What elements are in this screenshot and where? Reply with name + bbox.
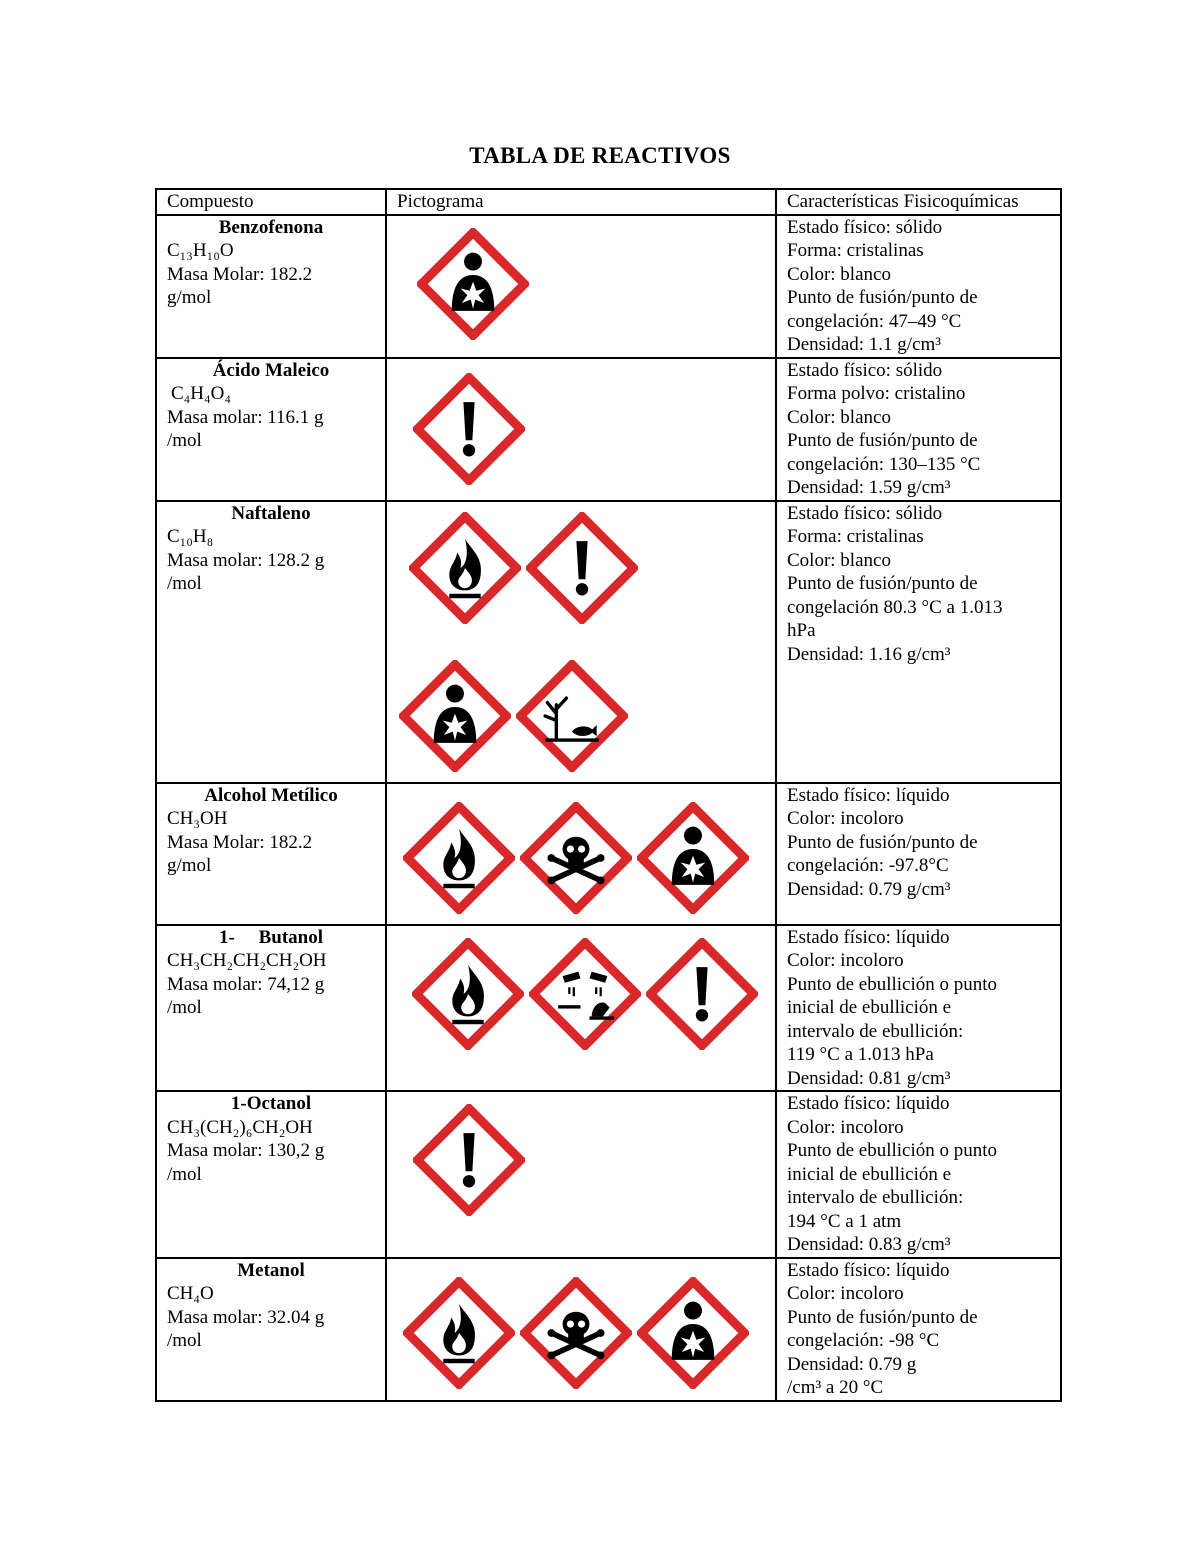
compound-cell xyxy=(156,925,386,1092)
environment-icon xyxy=(516,660,628,772)
compound-name: 1-Octanol xyxy=(230,1093,312,1114)
table-row xyxy=(156,358,1061,501)
property-line: Forma: cristalinas xyxy=(787,526,924,547)
property-line: intervalo de ebullición: xyxy=(787,1020,964,1042)
property-line: inicial de ebullición e xyxy=(787,997,952,1018)
health-hazard-icon xyxy=(637,1277,749,1389)
header-caracteristicas: Características Fisicoquímicas xyxy=(776,189,1061,215)
compound-cell xyxy=(156,215,386,358)
properties-cell xyxy=(776,925,1061,1092)
property-line: Punto de fusión/punto de xyxy=(787,1306,978,1328)
compound-name: 1- Butanol xyxy=(219,926,323,948)
property-line: Densidad: 1.59 g/cm³ xyxy=(787,477,951,498)
compound-mass: Masa Molar: 182.2 xyxy=(167,831,313,853)
compound-cell xyxy=(156,501,386,783)
property-line: Estado físico: líquido xyxy=(787,1259,950,1281)
compound-mass-unit: g/mol xyxy=(167,855,212,876)
property-line: Color: blanco xyxy=(787,263,891,285)
properties-cell xyxy=(776,215,1061,358)
property-line: Punto de fusión/punto de xyxy=(787,573,978,594)
property-line: Punto de fusión/punto de xyxy=(787,430,978,451)
property-line: Estado físico: sólido xyxy=(787,359,943,381)
compound-mass: Masa molar: 116.1 g xyxy=(167,406,324,428)
property-line: Color: incoloro xyxy=(787,950,904,971)
property-line: Forma polvo: cristalino xyxy=(787,383,966,404)
table-row xyxy=(156,925,1061,1092)
property-line: Punto de fusión/punto de xyxy=(787,831,978,853)
compound-name: Alcohol Metílico xyxy=(204,784,338,806)
table-row xyxy=(156,501,1061,783)
pictogram-cell xyxy=(386,501,776,783)
property-line: congelación: -98 °C xyxy=(787,1330,940,1351)
table-row xyxy=(156,215,1061,358)
compound-mass-unit: /mol xyxy=(167,430,202,451)
compound-formula: C₄H₄O₄ xyxy=(171,383,231,404)
properties-cell xyxy=(776,1258,1061,1401)
header-pictograma: Pictograma xyxy=(386,189,776,215)
property-line: Densidad: 0.79 g xyxy=(787,1353,917,1375)
property-line: Densidad: 0.81 g/cm³ xyxy=(787,1067,951,1089)
property-line: 194 °C a 1 atm xyxy=(787,1210,902,1232)
pictogram-cell xyxy=(386,358,776,501)
compound-cell xyxy=(156,1258,386,1401)
exclamation-icon xyxy=(526,512,638,624)
compound-formula: CH₃OH xyxy=(167,808,228,829)
corrosion-icon xyxy=(529,938,641,1050)
properties-cell xyxy=(776,783,1061,925)
exclamation-icon xyxy=(413,373,525,485)
property-line: Estado físico: líquido xyxy=(787,926,950,948)
property-line: Estado físico: sólido xyxy=(787,502,943,524)
compound-mass: Masa molar: 32.04 g xyxy=(167,1306,325,1328)
property-line: Punto de fusión/punto de xyxy=(787,287,978,308)
compound-mass: Masa Molar: 182.2 xyxy=(167,263,313,285)
properties-cell xyxy=(776,358,1061,501)
health-hazard-icon xyxy=(637,802,749,914)
reagents-table xyxy=(155,188,1062,1402)
table-row xyxy=(156,1258,1061,1401)
property-line: intervalo de ebullición: xyxy=(787,1187,964,1208)
pictogram-cell xyxy=(386,925,776,1092)
compound-formula: CH₃CH₂CH₂CH₂OH xyxy=(167,950,327,971)
pictogram-cell xyxy=(386,783,776,925)
compound-formula: C₁₀H₈ xyxy=(167,526,214,547)
flame-icon xyxy=(403,1277,515,1389)
property-line: Color: incoloro xyxy=(787,1283,904,1304)
property-line: Color: blanco xyxy=(787,549,891,571)
skull-icon xyxy=(520,802,632,914)
compound-mass-unit: /mol xyxy=(167,1163,202,1185)
property-line: congelación: 47–49 °C xyxy=(787,310,962,332)
compound-formula: CH₄O xyxy=(167,1283,214,1304)
property-line: Densidad: 0.79 g/cm³ xyxy=(787,878,951,900)
compound-mass-unit: /mol xyxy=(167,997,202,1018)
property-line: Estado físico: líquido xyxy=(787,784,950,806)
header-compuesto: Compuesto xyxy=(156,189,386,215)
property-line: 119 °C a 1.013 hPa xyxy=(787,1044,934,1065)
flame-icon xyxy=(403,802,515,914)
compound-mass: Masa molar: 130,2 g xyxy=(167,1140,325,1161)
compound-name: Metanol xyxy=(237,1259,305,1281)
compound-mass: Masa molar: 74,12 g xyxy=(167,973,325,995)
property-line: /cm³ a 20 °C xyxy=(787,1377,884,1398)
property-line: congelación: -97.8°C xyxy=(787,855,949,876)
property-line: Color: incoloro xyxy=(787,808,904,829)
compound-mass-unit: /mol xyxy=(167,573,202,594)
compound-mass: Masa molar: 128.2 g xyxy=(167,549,325,571)
property-line: Densidad: 1.16 g/cm³ xyxy=(787,643,951,665)
property-line: Forma: cristalinas xyxy=(787,240,924,261)
properties-cell xyxy=(776,501,1061,783)
property-line: inicial de ebullición e xyxy=(787,1163,952,1185)
health-hazard-icon xyxy=(399,660,511,772)
compound-mass-unit: g/mol xyxy=(167,287,212,308)
page-title: TABLA DE REACTIVOS xyxy=(469,143,731,168)
table-header-row xyxy=(156,189,1061,215)
pictogram-cell xyxy=(386,215,776,358)
skull-icon xyxy=(520,1277,632,1389)
property-line: Color: blanco xyxy=(787,406,891,428)
properties-cell xyxy=(776,1091,1061,1258)
table-row xyxy=(156,783,1061,925)
compound-formula: C₁₃H₁₀O xyxy=(167,240,234,261)
compound-cell xyxy=(156,1091,386,1258)
property-line: hPa xyxy=(787,620,816,641)
pictogram-cell xyxy=(386,1091,776,1258)
property-line: Densidad: 1.1 g/cm³ xyxy=(787,334,941,355)
health-hazard-icon xyxy=(417,228,529,340)
compound-cell xyxy=(156,783,386,925)
compound-name: Benzofenona xyxy=(218,216,324,238)
flame-icon xyxy=(409,512,521,624)
table-row xyxy=(156,1091,1061,1258)
property-line: Punto de ebullición o punto xyxy=(787,1140,998,1161)
compound-formula: CH₃(CH₂)₆CH₂OH xyxy=(167,1116,313,1138)
exclamation-icon xyxy=(646,938,758,1050)
property-line: congelación: 130–135 °C xyxy=(787,453,981,475)
exclamation-icon xyxy=(413,1104,525,1216)
compound-mass-unit: /mol xyxy=(167,1330,202,1351)
property-line: Estado físico: líquido xyxy=(787,1093,950,1114)
property-line: Punto de ebullición o punto xyxy=(787,973,998,995)
compound-name: Ácido Maleico xyxy=(212,359,330,381)
pictogram-cell xyxy=(386,1258,776,1401)
compound-name: Naftaleno xyxy=(231,502,311,524)
compound-cell xyxy=(156,358,386,501)
flame-icon xyxy=(412,938,524,1050)
property-line: Color: incoloro xyxy=(787,1116,904,1138)
property-line: congelación 80.3 °C a 1.013 xyxy=(787,596,1003,618)
property-line: Densidad: 0.83 g/cm³ xyxy=(787,1234,951,1255)
property-line: Estado físico: sólido xyxy=(787,216,943,238)
